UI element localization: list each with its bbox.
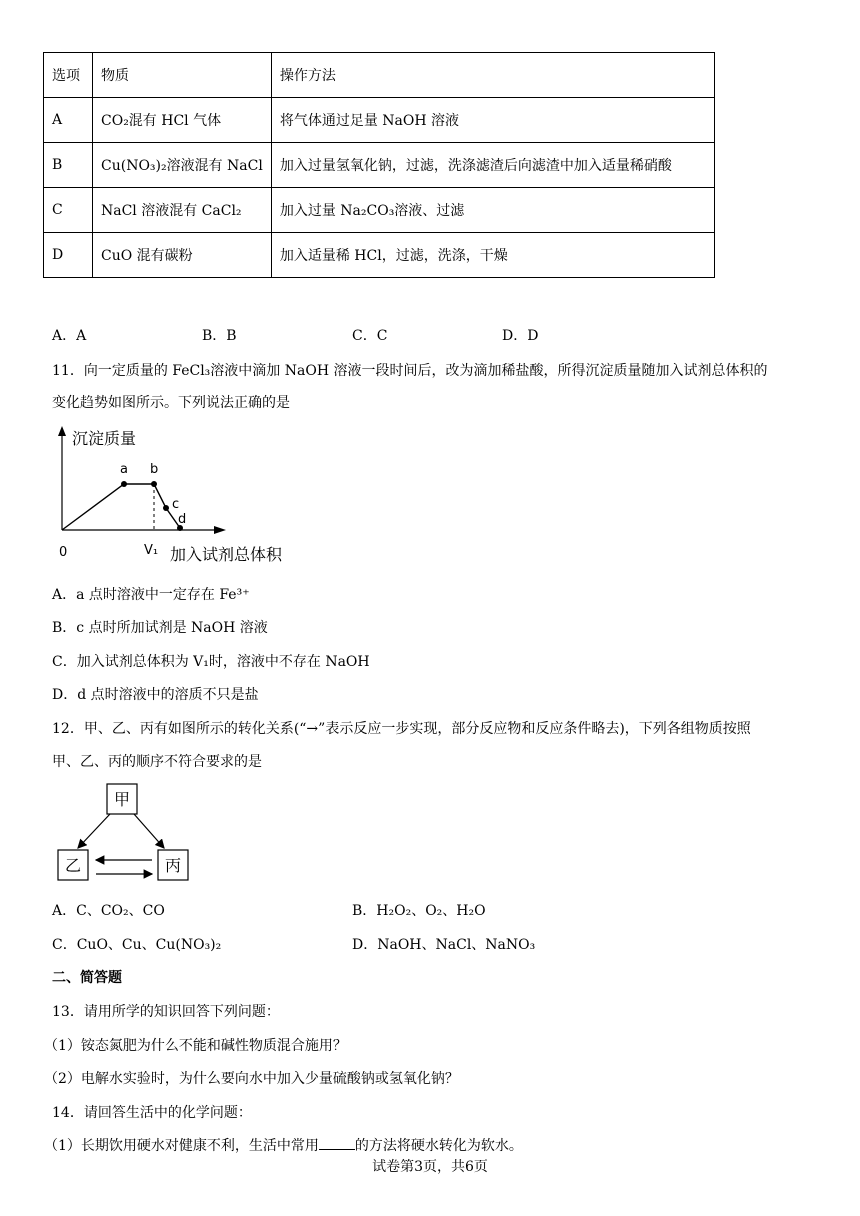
q11-choice-a: A．a 点时溶液中一定存在 Fe³⁺	[52, 587, 250, 603]
precipitate-graph	[50, 422, 300, 568]
q14-sub1	[44, 1135, 523, 1155]
q11-stem-line1: 11．向一定质量的 FeCl₃溶液中滴加 NaOH 溶液一段时间后，改为滴加稀盐酸，所得沉淀质量随加入试剂总体积的	[52, 363, 768, 379]
q10-choice-d: D．D	[502, 328, 539, 344]
q14-sub1-before: （1）长期饮用硬水对健康不利，生活中常用	[44, 1138, 319, 1154]
q10-choice-a: A．A	[52, 328, 87, 344]
q14-sub1-after: 的方法将硬水转化为软水。	[354, 1138, 523, 1154]
y-axis-arrow-icon	[58, 426, 66, 436]
q13-stem: 13．请用所学的知识回答下列问题：	[52, 1004, 280, 1020]
label-yi: 乙	[64, 856, 82, 875]
curve-line	[62, 484, 180, 530]
q11-choice-c: C．加入试剂总体积为 V₁时，溶液中不存在 NaOH	[52, 654, 370, 670]
x-axis-label: 加入试剂总体积	[170, 545, 283, 564]
q10-choice-c: C．C	[352, 328, 388, 344]
q13-sub1: （1）铵态氮肥为什么不能和碱性物质混合施用？	[44, 1038, 347, 1054]
cell-method: 加入过量氢氧化钠，过滤，洗涤滤渣后向滤渣中加入适量稀硝酸	[271, 143, 714, 188]
answer-blank[interactable]	[319, 1135, 355, 1150]
q13-sub2: （2）电解水实验时，为什么要向水中加入少量硫酸钠或氢氧化钠？	[44, 1071, 459, 1087]
table-row	[44, 98, 715, 143]
v1-label: V₁	[144, 543, 159, 558]
cell-option: B	[44, 143, 93, 188]
table-row	[44, 143, 715, 188]
section-title: 二、简答题	[52, 970, 122, 986]
table-header-row	[44, 53, 715, 98]
cell-substance: CuO 混有碳粉	[93, 233, 272, 278]
q12-choice-c: C．CuO、Cu、Cu(NO₃)₂	[52, 937, 222, 953]
y-axis-label: 沉淀质量	[72, 429, 137, 448]
cell-substance: NaCl 溶液混有 CaCl₂	[93, 188, 272, 233]
point-label-b: b	[150, 462, 159, 477]
cell-method: 加入过量 Na₂CO₃溶液、过滤	[271, 188, 714, 233]
point-b	[151, 481, 157, 487]
cell-option: A	[44, 98, 93, 143]
q11-choice-d: D．d 点时溶液中的溶质不只是盐	[52, 687, 259, 703]
q10-choice-b: B．B	[202, 328, 237, 344]
header-substance: 物质	[93, 53, 272, 98]
header-option: 选项	[44, 53, 93, 98]
arrow-jia-to-bing	[134, 814, 164, 848]
origin-label: 0	[59, 545, 68, 560]
label-bing: 丙	[164, 856, 182, 875]
cell-option: D	[44, 233, 93, 278]
options-table	[43, 52, 715, 278]
header-method: 操作方法	[271, 53, 714, 98]
page-footer: 试卷第3页，共6页	[372, 1159, 488, 1175]
q14-stem: 14．请回答生活中的化学问题：	[52, 1105, 252, 1121]
conversion-diagram	[52, 780, 202, 886]
q12-choice-b: B．H₂O₂、O₂、H₂O	[352, 903, 486, 919]
cell-option: C	[44, 188, 93, 233]
label-jia: 甲	[113, 790, 131, 809]
q12-choice-d: D．NaOH、NaCl、NaNO₃	[352, 937, 536, 953]
point-c	[163, 505, 169, 511]
cell-substance: Cu(NO₃)₂溶液混有 NaCl	[93, 143, 272, 188]
point-a	[121, 481, 127, 487]
table-row	[44, 233, 715, 278]
table-row	[44, 188, 715, 233]
point-label-c: c	[172, 497, 180, 512]
arrow-jia-to-yi	[78, 814, 110, 848]
point-label-a: a	[120, 462, 128, 477]
q12-stem-line1: 12．甲、乙、丙有如图所示的转化关系(“→”表示反应一步实现，部分反应物和反应条件略去)，下列各组物质按照	[52, 721, 751, 737]
point-label-d: d	[178, 512, 187, 527]
q11-choice-b: B．c 点时所加试剂是 NaOH 溶液	[52, 620, 268, 636]
cell-method: 加入适量稀 HCl，过滤，洗涤，干燥	[271, 233, 714, 278]
q11-stem-line2: 变化趋势如图所示。下列说法正确的是	[52, 395, 290, 411]
cell-method: 将气体通过足量 NaOH 溶液	[271, 98, 714, 143]
q12-stem-line2: 甲、乙、丙的顺序不符合要求的是	[52, 754, 262, 770]
q12-choice-a: A．C、CO₂、CO	[52, 903, 165, 919]
x-axis-arrow-icon	[214, 526, 226, 534]
cell-substance: CO₂混有 HCl 气体	[93, 98, 272, 143]
